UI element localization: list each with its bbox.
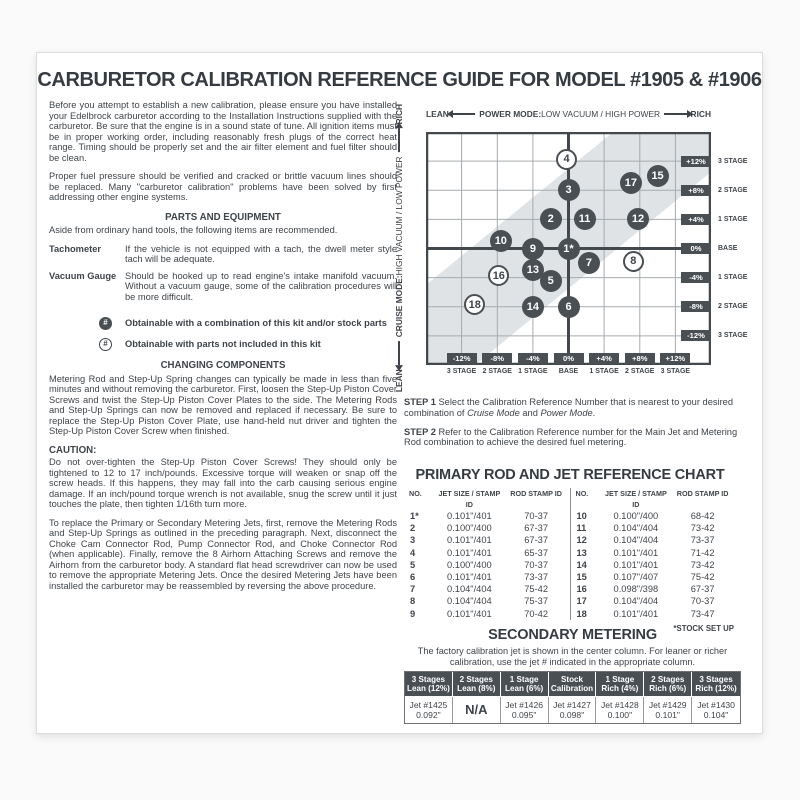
primary-row-jet: 0.104"/404 bbox=[613, 535, 659, 546]
primary-row-jet: 0.107"/407 bbox=[613, 572, 659, 583]
x-tick-badge: -12% bbox=[447, 353, 477, 364]
open-hash-icon: # bbox=[99, 338, 112, 351]
y-tick-stage-label: 2 STAGE bbox=[718, 186, 748, 194]
primary-row-no: 1* bbox=[410, 511, 419, 521]
secondary-header-cell bbox=[453, 672, 501, 697]
intro-paragraph-2: Proper fuel pressure should be verified and cracked or brittle vacuum lines should be replaced. Many "carburetor calibration" problems have been solved by first addressing other engine systems. bbox=[49, 171, 397, 202]
primary-row-no: 4 bbox=[410, 547, 416, 558]
primary-row-no: 10 bbox=[576, 511, 587, 521]
y-tick-stage-label: 1 STAGE bbox=[718, 274, 748, 282]
secondary-header-line2: Rich (6%) bbox=[649, 684, 687, 693]
calibration-point-10: 10 bbox=[490, 230, 512, 252]
secondary-value-cell bbox=[549, 697, 597, 723]
calibration-point-6: 6 bbox=[558, 296, 580, 318]
primary-row-rod: 73-37 bbox=[524, 572, 549, 583]
calibration-grid bbox=[426, 132, 711, 365]
secondary-jet-size: 0.095" bbox=[511, 710, 537, 720]
legend-item bbox=[99, 317, 397, 330]
secondary-header-line2: Lean (6%) bbox=[505, 684, 544, 693]
secondary-jet-number: Jet #1426 bbox=[505, 700, 543, 710]
primary-row-no: 11 bbox=[576, 523, 587, 534]
primary-row-jet: 0.104"/404 bbox=[613, 523, 659, 534]
primary-row-no: 3 bbox=[410, 535, 416, 546]
y-tick-badge: +8% bbox=[681, 185, 711, 196]
secondary-header-line1: Stock bbox=[560, 674, 584, 684]
primary-row-no: 18 bbox=[576, 608, 587, 619]
calibration-point-15: 15 bbox=[647, 165, 669, 187]
secondary-header-line1: 2 Stages bbox=[651, 674, 685, 684]
x-tick-stage-label: 1 STAGE bbox=[589, 368, 619, 375]
primary-row-no: 14 bbox=[576, 559, 587, 570]
x-tick-badge: +12% bbox=[660, 353, 690, 364]
calibration-point-17: 17 bbox=[620, 172, 642, 194]
primary-row-rod: 75-42 bbox=[690, 572, 715, 583]
legend-text: Obtainable with parts not included in this kit bbox=[125, 339, 321, 350]
primary-chart-heading: PRIMARY ROD AND JET REFERENCE CHART bbox=[415, 467, 725, 483]
secondary-jet-size: 0.101" bbox=[655, 710, 680, 720]
cruise-mode-axis-label: LEAN CRUISE MODE: HIGH VACUUM / LOW POWER RICH bbox=[394, 103, 404, 393]
secondary-heading: SECONDARY METERING bbox=[488, 627, 657, 643]
primary-row-rod: 67-37 bbox=[690, 584, 715, 595]
secondary-jet-number: Jet #1428 bbox=[600, 700, 639, 710]
y-tick-badge: -4% bbox=[681, 272, 711, 283]
primary-row-rod: 73-47 bbox=[690, 608, 715, 619]
col-header-rod: ROD STAMP ID bbox=[676, 489, 729, 498]
calibration-point-7: 7 bbox=[578, 252, 600, 274]
primary-row-rod: 75-37 bbox=[524, 596, 549, 607]
primary-row-jet: 0.101"/401 bbox=[613, 559, 659, 570]
secondary-jet-number: Jet #1429 bbox=[648, 700, 687, 710]
calibration-point-12: 12 bbox=[627, 208, 649, 230]
calibration-point-4: 4 bbox=[556, 149, 577, 170]
y-tick-stage-label: BASE bbox=[718, 245, 738, 252]
secondary-header-line1: 3 Stages bbox=[411, 674, 446, 684]
x-tick-badge: -4% bbox=[518, 353, 548, 364]
primary-row-no: 12 bbox=[576, 535, 587, 546]
x-tick-stage-label: 2 STAGE bbox=[625, 368, 655, 375]
primary-row-rod: 73-37 bbox=[690, 535, 715, 546]
calibration-point-1: 1* bbox=[558, 238, 580, 260]
arrow-right-icon bbox=[664, 113, 686, 115]
stock-setup-footnote: *STOCK SET UP bbox=[673, 623, 734, 633]
changing-components-heading: CHANGING COMPONENTS bbox=[160, 360, 286, 371]
primary-row-no: 17 bbox=[576, 596, 587, 607]
primary-row-rod: 70-37 bbox=[524, 559, 549, 570]
primary-row-jet: 0.101"/401 bbox=[613, 608, 659, 619]
equipment-item bbox=[49, 271, 397, 303]
left-column bbox=[49, 100, 397, 599]
primary-rod-jet-chart bbox=[404, 467, 736, 633]
secondary-header-line1: 2 Stages bbox=[459, 674, 493, 684]
primary-row-jet: 0.101"/401 bbox=[447, 511, 492, 521]
caution-paragraph: Do not over-tighten the Step-Up Piston Cover Screws! They should only be tightened to 12 to 17 inch/pounds. Excessive torque will weaken or snap off the screw heads. If this happens, they may fall into the carb causing serious engine damage. If an inch/pound torque wrench is not available, snug the screw until it just touches the plate, then tighten 1/16th turn more. bbox=[49, 457, 397, 509]
secondary-header-cell bbox=[692, 672, 740, 697]
x-tick-badge: +4% bbox=[589, 353, 619, 364]
primary-row-jet: 0.101"/401 bbox=[447, 535, 492, 546]
secondary-value-cell bbox=[644, 697, 692, 723]
secondary-jet-number: Jet #1425 bbox=[409, 700, 448, 710]
axis-lean-label: LEAN bbox=[426, 109, 449, 119]
calibration-point-11: 11 bbox=[574, 208, 596, 230]
secondary-jet-number: Jet #1427 bbox=[553, 700, 591, 710]
primary-row-no: 16 bbox=[576, 584, 587, 595]
secondary-header-line1: 1 Stage bbox=[605, 674, 635, 684]
intro-paragraph-1: Before you attempt to establish a new calibration, please ensure you have installed your Edelbrock carburetor according to the Installation Instructions supplied with the carburetor. Be sure that the engine is in a sound state of tune. All ignition items must be in proper working order, including reasonably fresh plugs of the correct heat range. Timing should be properly set and the air filter element and fuel filter should be clean. bbox=[49, 100, 397, 163]
calibration-chart bbox=[387, 103, 764, 401]
secondary-header-line1: 3 Stages bbox=[699, 674, 733, 684]
col-header-no: NO. bbox=[575, 489, 589, 498]
primary-row-no: 6 bbox=[410, 572, 416, 583]
primary-row-jet: 0.104"/404 bbox=[447, 584, 492, 595]
document-sheet bbox=[36, 52, 763, 734]
primary-row-jet: 0.098"/398 bbox=[613, 584, 659, 595]
primary-row-rod: 70-42 bbox=[524, 608, 549, 619]
primary-table bbox=[404, 488, 736, 620]
primary-row-no: 8 bbox=[410, 596, 416, 607]
axis-rich-label: RICH bbox=[690, 109, 711, 119]
primary-row-jet: 0.101"/401 bbox=[447, 608, 492, 619]
replace-jets-paragraph: To replace the Primary or Secondary Metering Jets, first, remove the Metering Rods and Step-Up Springs as outlined in the preceding paragraph. Next, disconnect the Choke Cam Connector Rod, Pump Connector Rod, and Choke Connector Rod (when applicable). Finally, remove the 8 Airhorn Attaching Screws and remove the Airhorn from the carburetor body. A standard flat head screwdriver can now be used to remove the appropriate Metering Jets. Once the desired Metering Jets have been installed the carburetor may be reassembled by reversing the above procedure. bbox=[49, 517, 397, 591]
primary-row-no: 9 bbox=[410, 608, 416, 619]
axis-rich-label: RICH bbox=[394, 103, 404, 125]
secondary-jet-size: 0.098" bbox=[559, 710, 585, 720]
equipment-term: Vacuum Gauge bbox=[49, 270, 117, 281]
x-tick-badge: 0% bbox=[554, 353, 584, 364]
secondary-header-cell bbox=[501, 672, 549, 697]
calibration-point-2: 2 bbox=[540, 208, 562, 230]
y-tick-stage-label: 1 STAGE bbox=[718, 215, 748, 223]
secondary-value-cell bbox=[596, 697, 644, 723]
axis-lean-label: LEAN bbox=[394, 369, 404, 393]
col-header-jet: JET SIZE / STAMP ID bbox=[438, 489, 501, 509]
primary-table-right-half bbox=[570, 488, 737, 620]
secondary-jet-size: 0.104" bbox=[703, 710, 729, 720]
y-tick-badge: -12% bbox=[681, 330, 711, 341]
primary-row-rod: 73-42 bbox=[690, 559, 715, 570]
primary-row-rod: 67-37 bbox=[524, 523, 549, 534]
secondary-metering-section bbox=[404, 627, 741, 724]
secondary-jet-size: 0.092" bbox=[416, 710, 441, 720]
primary-table-left-half bbox=[404, 488, 570, 620]
equipment-item bbox=[49, 244, 397, 265]
calibration-point-14: 14 bbox=[522, 296, 544, 318]
calibration-point-8: 8 bbox=[623, 251, 644, 272]
secondary-value-cell bbox=[405, 697, 453, 723]
primary-row-rod: 71-42 bbox=[690, 547, 715, 558]
col-header-no: NO. bbox=[409, 489, 422, 498]
x-tick-stage-label: 1 STAGE bbox=[518, 368, 548, 375]
primary-row-no: 5 bbox=[410, 559, 416, 570]
secondary-header-line2: Lean (12%) bbox=[407, 684, 450, 693]
primary-row-rod: 75-42 bbox=[524, 584, 549, 595]
primary-row-no: 7 bbox=[410, 584, 416, 595]
calibration-point-5: 5 bbox=[540, 270, 562, 292]
secondary-value-cell bbox=[692, 697, 740, 723]
legend-item bbox=[99, 338, 397, 351]
col-header-rod: ROD STAMP ID bbox=[510, 489, 562, 498]
secondary-header-cell bbox=[549, 672, 597, 697]
secondary-caption: The factory calibration jet is shown in the center column. For leaner or richer calibration, use the jet # indicated in the appropriate column. bbox=[417, 646, 728, 667]
y-tick-stage-label: 2 STAGE bbox=[718, 303, 748, 311]
caution-heading: CAUTION: bbox=[49, 444, 97, 456]
y-tick-stage-label: 3 STAGE bbox=[718, 157, 748, 165]
col-header-jet: JET SIZE / STAMP ID bbox=[604, 489, 667, 509]
equipment-term: Tachometer bbox=[49, 243, 102, 254]
y-tick-badge: 0% bbox=[681, 243, 711, 254]
secondary-header-line2: Lean (8%) bbox=[457, 684, 496, 693]
parts-equipment-heading: PARTS AND EQUIPMENT bbox=[165, 211, 281, 223]
changing-components-paragraph: Metering Rod and Step-Up Spring changes can typically be made in less than five minutes and without removing the carburetor. First, loosen the Step-Up Piston Cover Screws and twist the Step-Up Piston Cover Plates to the side. The Metering Rods and Step-Up Springs can now be removed and replaced if necessary. Be sure to replace the Step-Up Piston Cover Plate, use hand-held nut driver and tighten the Step-Up Piston Cover Screw when finished. bbox=[49, 373, 397, 436]
arrow-left-icon bbox=[398, 341, 400, 365]
calibration-point-9: 9 bbox=[522, 238, 544, 260]
equipment-list bbox=[49, 244, 397, 303]
y-tick-stage-label: 3 STAGE bbox=[718, 332, 748, 340]
calibration-point-13: 13 bbox=[522, 259, 544, 281]
x-tick-badge: +8% bbox=[625, 353, 655, 364]
secondary-header-line2: Rich (12%) bbox=[695, 684, 737, 693]
primary-row-jet: 0.104"/404 bbox=[613, 596, 659, 607]
primary-row-rod: 70-37 bbox=[524, 511, 549, 521]
primary-row-rod: 67-37 bbox=[524, 535, 549, 546]
secondary-header-cell bbox=[596, 672, 644, 697]
primary-row-no: 2 bbox=[410, 523, 416, 534]
calibration-point-18: 18 bbox=[464, 294, 485, 315]
secondary-header-cell bbox=[644, 672, 692, 697]
step-2: STEP 2 Refer to the Calibration Reference number for the Main Jet and Metering Rod combination to achieve the desired fuel metering. bbox=[404, 426, 738, 448]
y-tick-badge: -8% bbox=[681, 301, 711, 312]
power-mode-axis-label: LEAN POWER MODE: LOW VACUUM / HIGH POWER RICH bbox=[426, 109, 711, 119]
availability-legend bbox=[99, 317, 397, 351]
y-tick-badge: +4% bbox=[681, 214, 711, 225]
primary-row-jet: 0.100"/400 bbox=[613, 511, 659, 521]
secondary-header-line2: Calibration bbox=[550, 684, 594, 693]
primary-row-no: 13 bbox=[576, 547, 587, 558]
secondary-header-line2: Rich (4%) bbox=[601, 684, 639, 693]
primary-row-no: 15 bbox=[576, 572, 587, 583]
secondary-jet-size: 0.100" bbox=[607, 710, 633, 720]
equipment-description: If the vehicle is not equipped with a tach, the dwell meter style tach will be adequate. bbox=[125, 243, 397, 264]
primary-row-jet: 0.104"/404 bbox=[447, 596, 492, 607]
secondary-jet-number: Jet #1430 bbox=[697, 700, 735, 710]
primary-row-jet: 0.100"/400 bbox=[447, 523, 492, 534]
x-tick-stage-label: BASE bbox=[558, 368, 579, 375]
x-tick-stage-label: 3 STAGE bbox=[446, 368, 477, 375]
primary-row-rod: 73-42 bbox=[690, 523, 715, 534]
primary-row-jet: 0.100"/400 bbox=[447, 559, 492, 570]
steps-instructions bbox=[404, 397, 738, 456]
secondary-table bbox=[404, 671, 741, 724]
x-tick-stage-label: 2 STAGE bbox=[482, 368, 512, 375]
primary-row-rod: 68-42 bbox=[690, 511, 715, 521]
parts-equipment-intro: Aside from ordinary hand tools, the following items are recommended. bbox=[49, 225, 338, 235]
arrow-right-icon bbox=[398, 128, 400, 152]
page-title: CARBURETOR CALIBRATION REFERENCE GUIDE FOR MODEL #1905 & #1906 bbox=[37, 69, 762, 91]
y-tick-badge: +12% bbox=[681, 156, 711, 167]
x-tick-stage-label: 3 STAGE bbox=[660, 368, 691, 375]
secondary-value-na: N/A bbox=[453, 697, 501, 723]
primary-row-jet: 0.101"/401 bbox=[447, 572, 492, 583]
filled-hash-icon: # bbox=[99, 317, 112, 330]
secondary-header-cell bbox=[405, 672, 453, 697]
secondary-header-line1: 1 Stage bbox=[509, 674, 539, 684]
calibration-point-3: 3 bbox=[558, 179, 580, 201]
primary-row-jet: 0.101"/401 bbox=[613, 547, 659, 558]
calibration-point-16: 16 bbox=[488, 265, 509, 286]
step-1: STEP 1 Select the Calibration Reference Number that is nearest to your desired combination of Cruise Mode and Power Mode. bbox=[404, 397, 734, 418]
primary-row-jet: 0.101"/401 bbox=[447, 547, 492, 558]
primary-row-rod: 70-37 bbox=[690, 596, 715, 607]
legend-text: Obtainable with a combination of this kit and/or stock parts bbox=[125, 318, 387, 329]
equipment-description: Should be hooked up to read engine's intake manifold vacuum. Without a vacuum gauge, some of the calibration procedures will be more difficult. bbox=[125, 270, 397, 302]
primary-row-rod: 65-37 bbox=[524, 547, 549, 558]
secondary-value-cell bbox=[501, 697, 549, 723]
x-tick-badge: -8% bbox=[482, 353, 512, 364]
arrow-left-icon bbox=[453, 113, 475, 115]
